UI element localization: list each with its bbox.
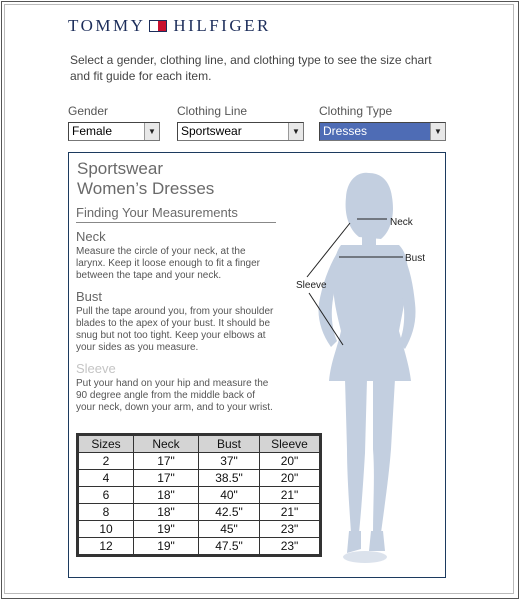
table-row — [79, 538, 320, 555]
section-title: Finding Your Measurements — [76, 205, 276, 223]
table-cell: 40" — [199, 487, 260, 504]
brand-logo — [68, 16, 271, 36]
diagram-label-bust: Bust — [405, 253, 426, 264]
measurement-heading-bust: Bust — [76, 289, 103, 304]
table-cell: 38.5" — [199, 470, 260, 487]
table-cell: 20" — [260, 453, 320, 470]
table-cell: 2 — [79, 453, 134, 470]
size-table-header-row — [79, 436, 320, 453]
clothing-line-select-value: Sportswear — [181, 124, 242, 138]
table-header: Sizes — [79, 436, 134, 453]
table-cell: 23" — [260, 538, 320, 555]
table-cell: 19" — [134, 521, 199, 538]
size-guide-panel — [68, 152, 446, 578]
clothing-line-label: Clothing Line — [177, 104, 248, 118]
clothing-type-select[interactable] — [319, 122, 446, 141]
measurement-text-bust: Pull the tape around you, from your shoulder blades to the apex of your bust. It should be snug but not too tight. Keep your elbows at your sides as you measure. — [76, 306, 274, 353]
table-cell: 17" — [134, 453, 199, 470]
table-cell: 18" — [134, 504, 199, 521]
diagram-label-sleeve: Sleeve — [296, 280, 327, 291]
diagram-label-neck: Neck — [390, 217, 413, 228]
flag-icon — [149, 20, 167, 32]
measurement-heading-neck: Neck — [76, 229, 106, 244]
gender-label: Gender — [68, 104, 109, 118]
measurement-text-sleeve: Put your hand on your hip and measure the 90 degree angle from the middle back of your neck, down your arm, and to your wrist. — [76, 378, 273, 413]
table-header: Bust — [199, 436, 260, 453]
table-row — [79, 470, 320, 487]
measurement-heading-sleeve: Sleeve — [76, 361, 116, 376]
clothing-line-select[interactable] — [177, 122, 304, 141]
table-cell: 37" — [199, 453, 260, 470]
gender-select[interactable] — [68, 122, 160, 141]
table-cell: 4 — [79, 470, 134, 487]
table-cell: 23" — [260, 521, 320, 538]
size-table — [78, 435, 320, 555]
table-cell: 6 — [79, 487, 134, 504]
table-cell: 19" — [134, 538, 199, 555]
table-row — [79, 521, 320, 538]
table-cell: 18" — [134, 487, 199, 504]
table-cell: 47.5" — [199, 538, 260, 555]
table-cell: 8 — [79, 504, 134, 521]
panel-title-line1: Sportswear — [77, 159, 163, 178]
table-row — [79, 453, 320, 470]
table-header: Neck — [134, 436, 199, 453]
table-cell: 21" — [260, 504, 320, 521]
measurement-text-neck: Measure the circle of your neck, at the larynx. Keep it loose enough to fit a finger between the tape and your neck. — [76, 246, 261, 281]
table-cell: 10 — [79, 521, 134, 538]
clothing-type-label: Clothing Type — [319, 104, 393, 118]
table-header: Sleeve — [260, 436, 320, 453]
intro-text: Select a gender, clothing line, and clothing type to see the size chart and fit guide for each item. — [70, 53, 432, 83]
table-cell: 12 — [79, 538, 134, 555]
table-cell: 20" — [260, 470, 320, 487]
brand-right-word: HILFIGER — [173, 16, 271, 35]
table-row — [79, 504, 320, 521]
table-cell: 21" — [260, 487, 320, 504]
gender-select-value: Female — [72, 124, 113, 138]
chevron-down-icon[interactable]: ▼ — [430, 123, 445, 140]
table-cell: 42.5" — [199, 504, 260, 521]
clothing-type-select-value: Dresses — [323, 124, 368, 138]
chevron-down-icon[interactable]: ▼ — [144, 123, 159, 140]
table-cell: 17" — [134, 470, 199, 487]
table-row — [79, 487, 320, 504]
chevron-down-icon[interactable]: ▼ — [288, 123, 303, 140]
panel-title-line2: Women’s Dresses — [77, 179, 215, 198]
panel-title — [77, 159, 214, 199]
brand-left-word: TOMMY — [68, 16, 146, 35]
table-cell: 45" — [199, 521, 260, 538]
